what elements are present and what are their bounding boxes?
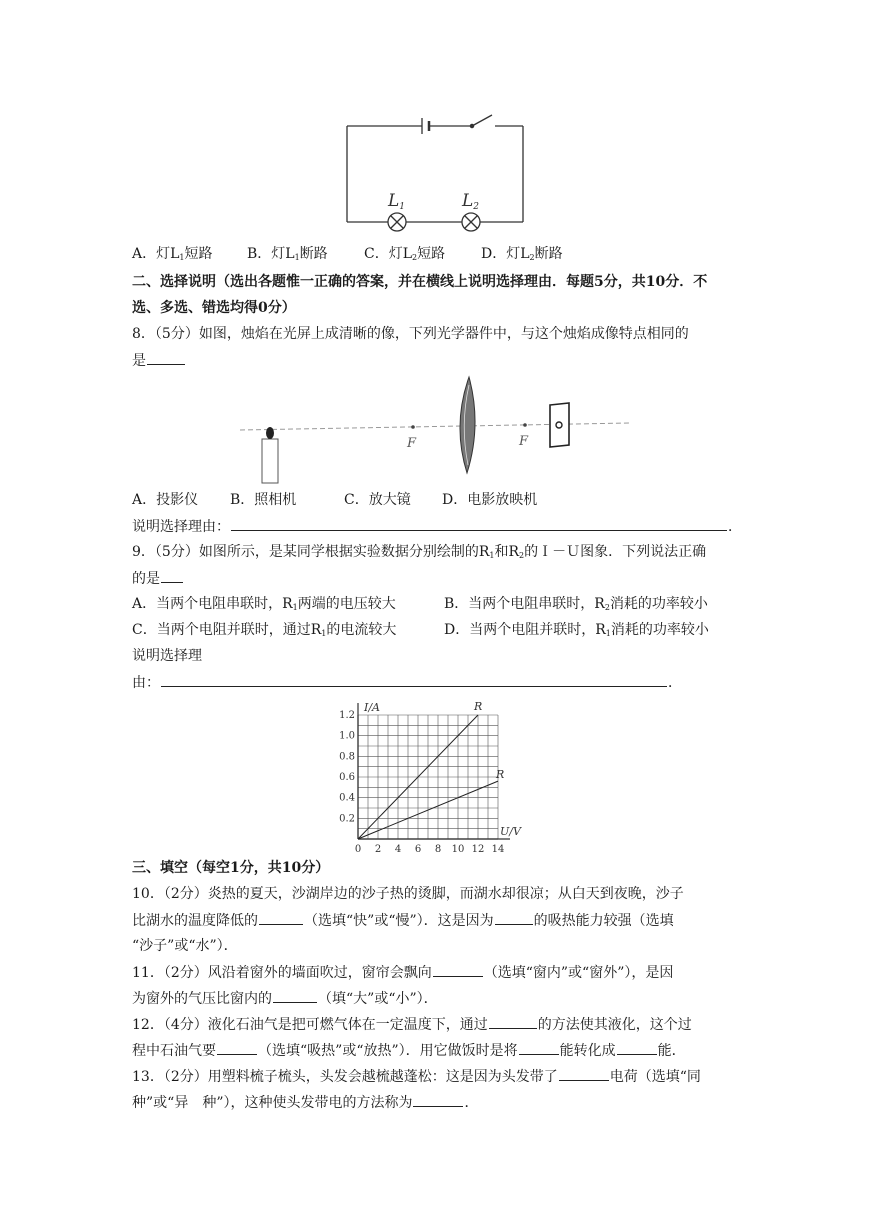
q9-reason-blank[interactable] — [161, 672, 667, 687]
q8-option-a: A．投影仪 — [132, 492, 199, 508]
q12-blank3[interactable] — [519, 1040, 559, 1055]
x-tick-label: 6 — [414, 844, 422, 855]
x-tick-label: 0 — [354, 844, 362, 855]
optics-diagram — [238, 375, 633, 485]
section2-heading-line1: 二、选择说明（选出各题惟一正确的答案，并在横线上说明选择理由．每题5分，共10分．不 — [132, 274, 708, 290]
q7-option-c: C．灯$L_2$短路 — [364, 246, 446, 262]
q12-line1: 12．（4分）液化石油气是把可燃气体在一定温度下，通过 的方法使其液化，这个过 — [132, 1014, 692, 1035]
y-tick-label: 0.2 — [339, 813, 355, 825]
q10-line3: “沙子”或“水”）． — [132, 938, 238, 954]
y-tick-label: 0.8 — [339, 751, 355, 763]
q9-option-d: D．当两个电阻并联时，$R_1$消耗的功率较小 — [444, 622, 709, 638]
circuit-diagram — [340, 108, 530, 233]
x-tick-label: 14 — [491, 844, 505, 855]
x-axis-label: U/V — [500, 825, 521, 838]
focus-left-label: F — [407, 436, 417, 451]
section2-heading-line2: 选、多选、错选均得0分） — [132, 300, 296, 316]
q9-option-c: C．当两个电阻并联时，通过$R_1$的电流较大 — [132, 622, 397, 638]
x-tick-label: 4 — [394, 844, 402, 855]
y-axis-label: I/A — [364, 701, 380, 714]
q7-option-b: B．灯$L_1$断路 — [247, 246, 328, 262]
q9-stem-line2: 的是 — [132, 568, 184, 589]
q9-reason-line1: 说明选择理 — [132, 648, 202, 664]
q8-option-d: D．电影放映机 — [442, 492, 538, 508]
x-tick-label: 12 — [471, 844, 485, 855]
q11-blank2[interactable] — [273, 988, 317, 1003]
q13-line2: 种”或“异 种”），这种使头发带电的方法称为 ． — [132, 1092, 478, 1113]
q7-option-d: D．灯$L_2$断路 — [481, 246, 563, 262]
q10-line2: 比湖水的温度降低的 （选填“快”或“慢”）．这是因为 的吸热能力较强（选填 — [132, 910, 674, 931]
section3-heading: 三、填空（每空1分，共10分） — [132, 860, 330, 876]
q11-line1: 11．（2分）风沿着窗外的墙面吹过，窗帘会飘向 （选填“窗内”或“窗外”），是因 — [132, 962, 673, 983]
q13-line1: 13．（2分）用塑料梳子梳头，头发会越梳越蓬松：这是因为头发带了 电荷（选填“同 — [132, 1066, 701, 1087]
q10-line1: 10．（2分）炎热的夏天，沙湖岸边的沙子热的烫脚，而湖水却很凉；从白天到夜晚，沙子 — [132, 886, 684, 902]
y-tick-label: 0.4 — [339, 792, 355, 804]
q8-reason: 说明选择理由： ． — [132, 516, 742, 537]
q8-answer-blank[interactable] — [147, 350, 185, 365]
q12-blank1[interactable] — [489, 1014, 537, 1029]
y-tick-label: 1.2 — [339, 710, 355, 721]
focus-right-label: F — [519, 434, 529, 449]
q8-stem-line1: 8．（5分）如图，烛焰在光屏上成清晰的像，下列光学器件中，与这个烛焰成像特点相同的 — [132, 326, 689, 342]
q8-reason-blank[interactable] — [231, 516, 727, 531]
q12-blank4[interactable] — [617, 1040, 657, 1055]
q9-stem-line1: 9．（5分）如图所示，是某同学根据实验数据分别绘制的$R_1$和$R_2$的Ｉ－Ｕ图象．下列说法正确 — [132, 544, 707, 560]
x-tick-label: 2 — [374, 844, 382, 855]
q9-answer-blank[interactable] — [161, 568, 183, 583]
q12-blank2[interactable] — [217, 1040, 257, 1055]
y-tick-label: 1.0 — [339, 730, 355, 742]
q8-stem-line2: 是 — [132, 350, 186, 371]
iu-chart — [328, 700, 528, 860]
q13-blank1[interactable] — [559, 1066, 609, 1081]
q13-blank2[interactable] — [413, 1092, 463, 1107]
x-tick-label: 8 — [434, 844, 442, 855]
q9-reason-line2: 由： ． — [132, 672, 682, 693]
q8-option-c: C．放大镜 — [344, 492, 411, 508]
q8-option-b: B．照相机 — [230, 492, 297, 508]
x-tick-label: 10 — [451, 844, 465, 855]
q10-blank1[interactable] — [259, 910, 303, 925]
lamp-l2-label: L2 — [462, 191, 480, 212]
series-label-2: R — [496, 768, 505, 782]
y-tick-label: 0.6 — [339, 772, 355, 783]
lamp-l1-label: L1 — [388, 191, 406, 212]
q11-line2: 为窗外的气压比窗内的 （填“大”或“小”）． — [132, 988, 438, 1009]
q12-line2: 程中石油气要 （选填“吸热”或“放热”）．用它做饭时是将 能转化成 能． — [132, 1040, 686, 1061]
q9-option-b: B．当两个电阻串联时，$R_2$消耗的功率较小 — [444, 596, 708, 612]
q11-blank1[interactable] — [433, 962, 483, 977]
series-label-1: R — [474, 700, 483, 713]
q10-blank2[interactable] — [495, 910, 533, 925]
q9-option-a: A．当两个电阻串联时，$R_1$两端的电压较大 — [132, 596, 396, 612]
q7-option-a: A．灯$L_1$短路 — [132, 246, 213, 262]
